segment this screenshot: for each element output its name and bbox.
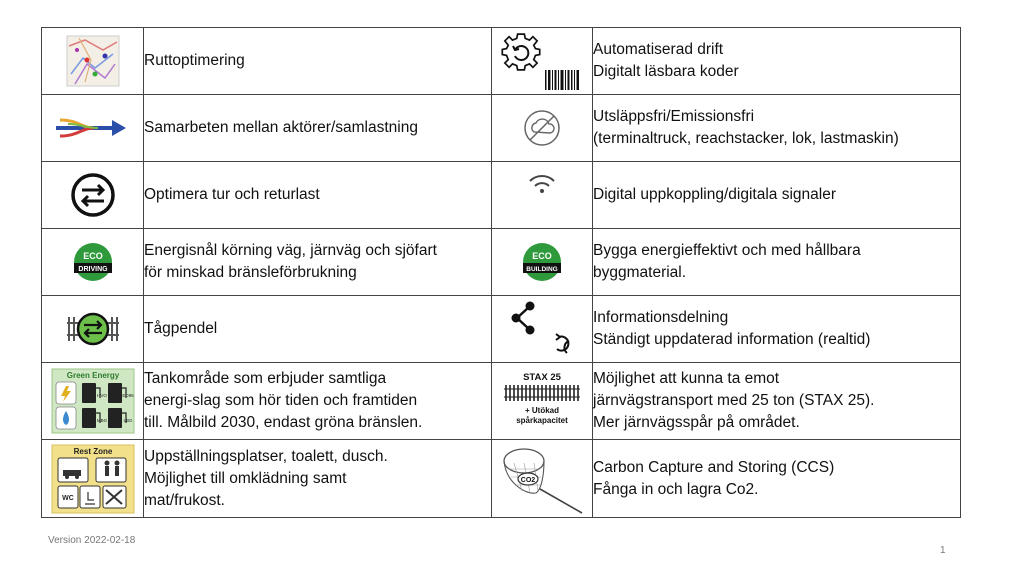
text-line: Uppställningsplatser, toalett, dusch. [144, 447, 388, 465]
badge-top-label: CO2 [520, 476, 536, 484]
badge-top-label: ECO [82, 251, 103, 261]
text-line: Utsläppsfri/Emissionsfri [593, 108, 755, 125]
pump-label: ED95 [121, 393, 134, 398]
cell-text [144, 229, 492, 296]
table-row [42, 28, 961, 95]
version-label: Version 2022-02-18 [48, 535, 136, 546]
text-line: Automatiserad drift [593, 41, 724, 58]
table-row [42, 363, 961, 440]
text-line: Energisnål körning väg, järnväg och sjöfart [144, 242, 437, 259]
badge-bottom-label: + Utökad [524, 406, 560, 415]
cell-text [144, 95, 492, 162]
content-table [41, 27, 961, 518]
text-line: Möjlighet att kunna ta emot [593, 370, 780, 387]
cell-text [144, 363, 492, 440]
table-row [42, 162, 961, 229]
badge-top-label: ECO [532, 251, 552, 261]
text-line: Digital uppkoppling/digitala signaler [593, 186, 836, 203]
pump-label: LBG [122, 418, 133, 423]
cell-text [144, 440, 492, 518]
gear-barcode-icon [492, 28, 593, 95]
text-line: energi-slag som hör tiden och framtiden [144, 392, 418, 409]
text-line: Ständigt uppdaterad information (realtid) [593, 331, 871, 348]
text-line: Möjlighet till omklädning samt [144, 469, 347, 487]
share-refresh-icon [492, 296, 593, 363]
cell-text [144, 28, 492, 95]
cell-text [593, 296, 961, 363]
badge-top-label: STAX 25 [523, 372, 561, 383]
stax-track-icon [492, 363, 593, 440]
round-trip-arrows-icon [42, 162, 144, 229]
rail-shuttle-icon [42, 296, 144, 363]
text-line: Tankområde som erbjuder samtliga [144, 370, 387, 387]
cell-text [144, 296, 492, 363]
rest-zone-icon [42, 440, 144, 518]
green-energy-pumps-icon [42, 363, 144, 440]
eco-building-badge-icon [492, 229, 593, 296]
text-line: Optimera tur och returlast [144, 186, 320, 203]
text-line: Digitalt läsbara koder [593, 63, 739, 80]
no-emission-cloud-icon [492, 95, 593, 162]
text-line: Bygga energieffektivt och med hållbara [593, 242, 861, 259]
merging-arrows-icon [42, 95, 144, 162]
text-line: Mer järnvägsspår på området. [593, 414, 800, 431]
pump-label: HVO [96, 393, 107, 398]
cell-text [593, 363, 961, 440]
text-line: för minskad bränsleförbrukning [144, 264, 357, 281]
cell-text [593, 28, 961, 95]
text-line: Tågpendel [144, 320, 218, 337]
badge-bottom-label: BUILDING [526, 266, 558, 273]
cell-text [593, 162, 961, 229]
text-line: till. Målbild 2030, endast gröna bränslen. [144, 414, 423, 431]
cell-text [593, 440, 961, 518]
table-row [42, 440, 961, 518]
page-number: 1 [940, 545, 946, 556]
wc-label: WC [61, 494, 74, 502]
text-line: mat/frukost. [144, 491, 225, 509]
text-line: Carbon Capture and Storing (CCS) [593, 458, 835, 476]
cell-text [144, 162, 492, 229]
text-line: järnvägstransport med 25 ton (STAX 25). [593, 392, 875, 409]
table-row [42, 296, 961, 363]
cell-text [593, 95, 961, 162]
text-line: Informationsdelning [593, 309, 729, 326]
pump-label: MBG [96, 418, 107, 423]
eco-driving-badge-icon [42, 229, 144, 296]
table-row [42, 95, 961, 162]
text-line: byggmaterial. [593, 264, 687, 281]
table-row [42, 229, 961, 296]
badge-bottom-label: DRIVING [77, 266, 108, 273]
text-line: (terminaltruck, reachstacker, lok, lastmaskin) [593, 130, 899, 147]
text-line: Samarbeten mellan aktörer/samlastning [144, 119, 418, 136]
text-line: Ruttoptimering [144, 52, 245, 69]
co2-capture-net-icon [492, 440, 593, 518]
route-map-icon [42, 28, 144, 95]
text-line: Fånga in och lagra Co2. [593, 480, 759, 498]
cell-text [593, 229, 961, 296]
wifi-signal-icon [492, 162, 593, 229]
badge-title: Green Energy [66, 371, 119, 380]
badge-bottom-label: spårkapacitet [516, 416, 568, 425]
badge-title: Rest Zone [73, 446, 112, 456]
